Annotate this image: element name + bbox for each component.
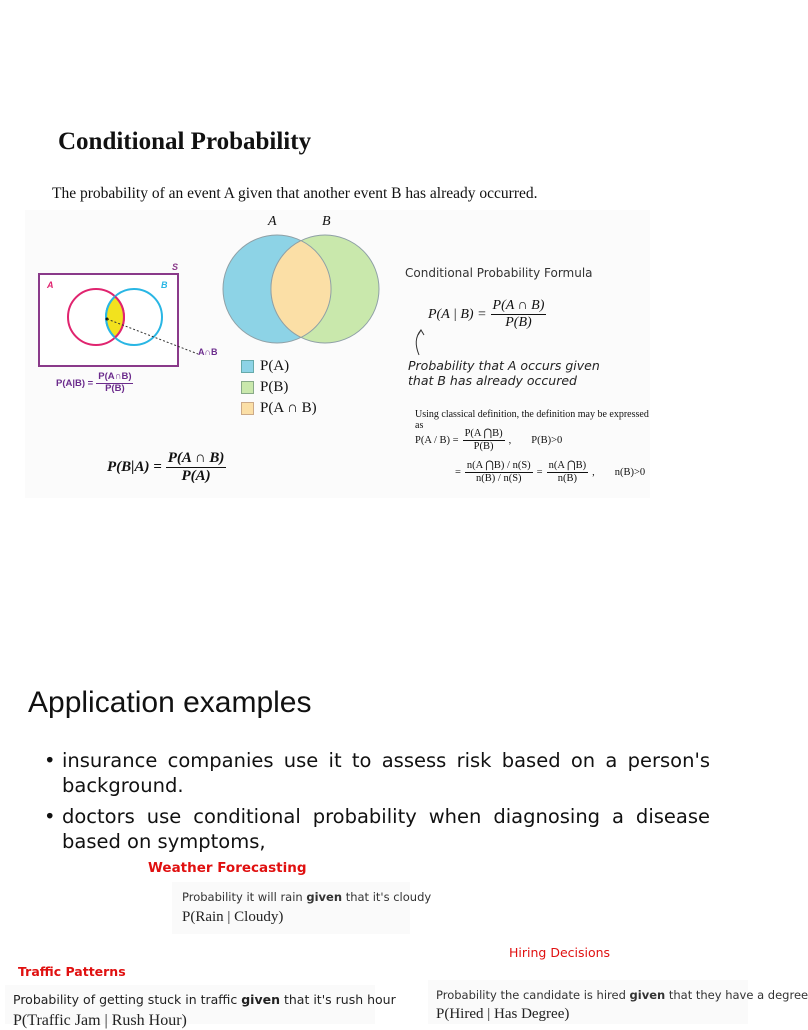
formula-small <box>56 372 133 395</box>
traffic-desc-pre: Probability of getting stuck in traffic <box>13 992 242 1007</box>
classical-den2: n(B) / n(S) <box>476 473 522 485</box>
formula-small-den: P(B) <box>105 382 125 394</box>
classical-lhs: P(A / B) = <box>415 435 459 447</box>
classical-num3: n(A ⋂B) <box>547 460 589 473</box>
bullet-item: • insurance companies use it to assess risk based on a person's background. <box>44 749 710 797</box>
slide-description: The probability of an event A given that another event B has already occurred. <box>52 185 538 202</box>
formula-note-line2: that B has already occured <box>408 373 577 388</box>
formula-big <box>107 450 226 486</box>
formula-hw-den: P(B) <box>505 315 532 331</box>
formula-heading: Conditional Probability Formula <box>405 266 593 280</box>
formula-hw-num: P(A ∩ B) <box>491 298 547 315</box>
formula-small-lhs: P(A|B) = <box>56 377 94 389</box>
formula-big-lhs: P(B|A) = <box>107 459 162 476</box>
formula-big-den: P(A) <box>181 468 211 485</box>
legend-item-pab: P(A ∩ B) <box>260 400 317 416</box>
weather-desc-given: given <box>306 890 343 904</box>
legend-item-pb: P(B) <box>260 379 289 395</box>
venn-large-label-b: B <box>322 214 331 229</box>
bullet-text-doctors: doctors use conditional probability when diagnosing a disease based on symptoms, <box>62 805 710 853</box>
classical-intro: Using classical definition, the definition may be expressed as <box>415 409 649 431</box>
classical-cond2: n(B)>0 <box>614 467 646 479</box>
formula-handwritten <box>428 298 546 331</box>
venn-diagram-small <box>38 262 198 372</box>
hiring-desc-pre: Probability the candidate is hired <box>436 988 630 1002</box>
probability-figure <box>25 210 650 498</box>
slide-title: Conditional Probability <box>58 128 312 155</box>
formula-note <box>408 358 600 388</box>
traffic-example-box <box>5 985 396 1029</box>
bullet-text-insurance: insurance companies use it to assess risk based on a person's background. <box>62 749 710 797</box>
traffic-desc-post: that it's rush hour <box>280 992 396 1007</box>
hiring-formula: P(Hired | Has Degree) <box>436 1006 570 1022</box>
classical-num1: P(A ⋂B) <box>463 428 505 441</box>
formula-small-num: P(A∩B) <box>98 371 132 382</box>
hiring-desc-post: that they have a degree <box>665 988 808 1002</box>
traffic-description <box>13 992 396 1007</box>
venn-legend <box>241 356 317 419</box>
traffic-heading: Traffic Patterns <box>18 964 126 979</box>
hiring-example-box <box>428 980 808 1024</box>
venn-small-label-b: B <box>161 280 168 290</box>
traffic-desc-given: given <box>241 992 280 1007</box>
weather-description <box>182 890 431 904</box>
venn-small-label-a: A <box>47 280 54 290</box>
legend-item-pa: P(A) <box>260 358 290 374</box>
classical-formula-1: P(A / B) = $\frac{P(A ⋂B)}{P(B)}$ , P(B)>0 <box>415 428 563 453</box>
formula-hw-lhs: P(A | B) = <box>428 306 487 322</box>
weather-desc-pre: Probability it will rain <box>182 890 307 904</box>
classical-cond1: P(B)>0 <box>531 435 563 447</box>
classical-num2: n(A ⋂B) / n(S) <box>465 460 533 473</box>
weather-formula: P(Rain | Cloudy) <box>182 909 284 925</box>
weather-desc-post: that it's cloudy <box>342 890 432 904</box>
formula-note-line1: Probability that A occurs given <box>408 358 600 373</box>
hiring-heading: Hiring Decisions <box>509 945 611 960</box>
venn-large-label-a: A <box>268 214 277 229</box>
hiring-desc-given: given <box>629 988 666 1002</box>
intersection-label: A∩B <box>198 347 218 357</box>
classical-formula-2: = $\frac{n(A ⋂B) / n(S)}{n(B) / n(S)}$ = $\frac{n(A ⋂B)}{n(B)}$ , n(B)>0 <box>455 460 646 485</box>
weather-heading: Weather Forecasting <box>148 860 307 876</box>
venn-diagram-large <box>218 210 388 345</box>
bullet-item: • doctors use conditional probability when diagnosing a disease based on symptoms, <box>44 805 710 853</box>
formula-big-num: P(A ∩ B) <box>166 450 227 468</box>
traffic-formula: P(Traffic Jam | Rush Hour) <box>13 1012 187 1029</box>
weather-example-box <box>172 882 432 934</box>
applications-title: Application examples <box>28 686 312 719</box>
classical-den3: n(B) <box>557 473 577 485</box>
classical-den1: P(B) <box>473 441 494 453</box>
venn-small-label-s: S <box>172 262 179 272</box>
hiring-description <box>436 988 808 1002</box>
arrow-icon <box>411 327 431 357</box>
